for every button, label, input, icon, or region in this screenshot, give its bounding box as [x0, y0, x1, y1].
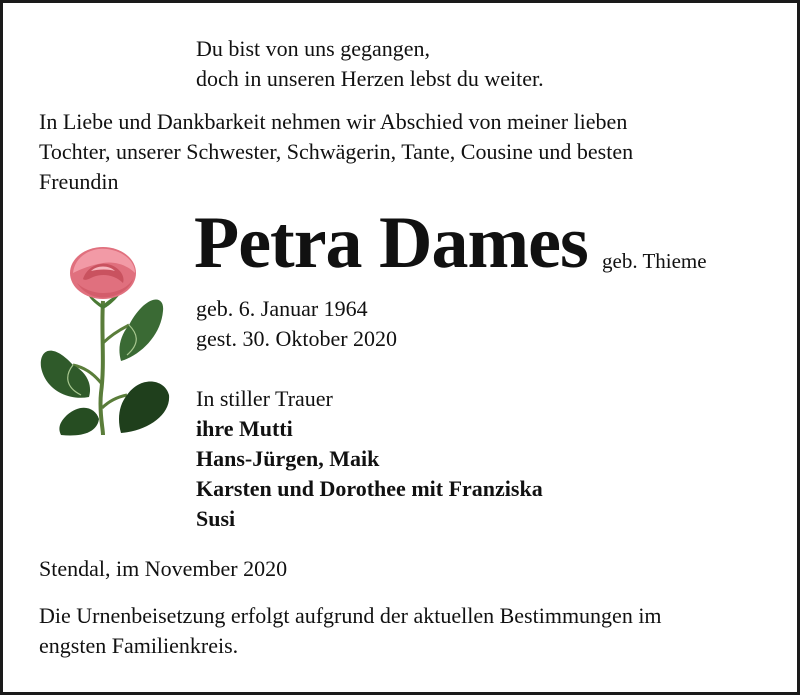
notice-line-1: Die Urnenbeisetzung erfolgt aufgrund der aktuellen Bestimmungen im: [39, 603, 662, 628]
mourner-name: Susi: [196, 506, 236, 531]
mourners-intro: In stiller Trauer: [196, 386, 333, 411]
mourner-name: Hans-Jürgen, Maik: [196, 446, 380, 471]
mourner-name: ihre Mutti: [196, 416, 293, 441]
intro-line-2: Tochter, unserer Schwester, Schwägerin, Tante, Cousine und besten: [39, 139, 634, 164]
notice-line-2: engsten Familienkreis.: [39, 633, 239, 658]
deceased-name: Petra Dames: [194, 202, 588, 284]
maiden-name: geb. Thieme: [602, 249, 707, 273]
intro-line-1: In Liebe und Dankbarkeit nehmen wir Abschied von meiner lieben: [39, 109, 628, 134]
poem-line-2: doch in unseren Herzen lebst du weiter.: [196, 66, 544, 91]
place-date: Stendal, im November 2020: [39, 556, 288, 581]
birth-date: geb. 6. Januar 1964: [196, 296, 368, 321]
intro-line-3: Freundin: [39, 169, 119, 194]
mourner-name: Karsten und Dorothee mit Franziska: [196, 476, 543, 501]
poem-line-1: Du bist von uns gegangen,: [196, 36, 431, 61]
death-date: gest. 30. Oktober 2020: [196, 326, 398, 351]
rose-icon: [37, 243, 177, 438]
